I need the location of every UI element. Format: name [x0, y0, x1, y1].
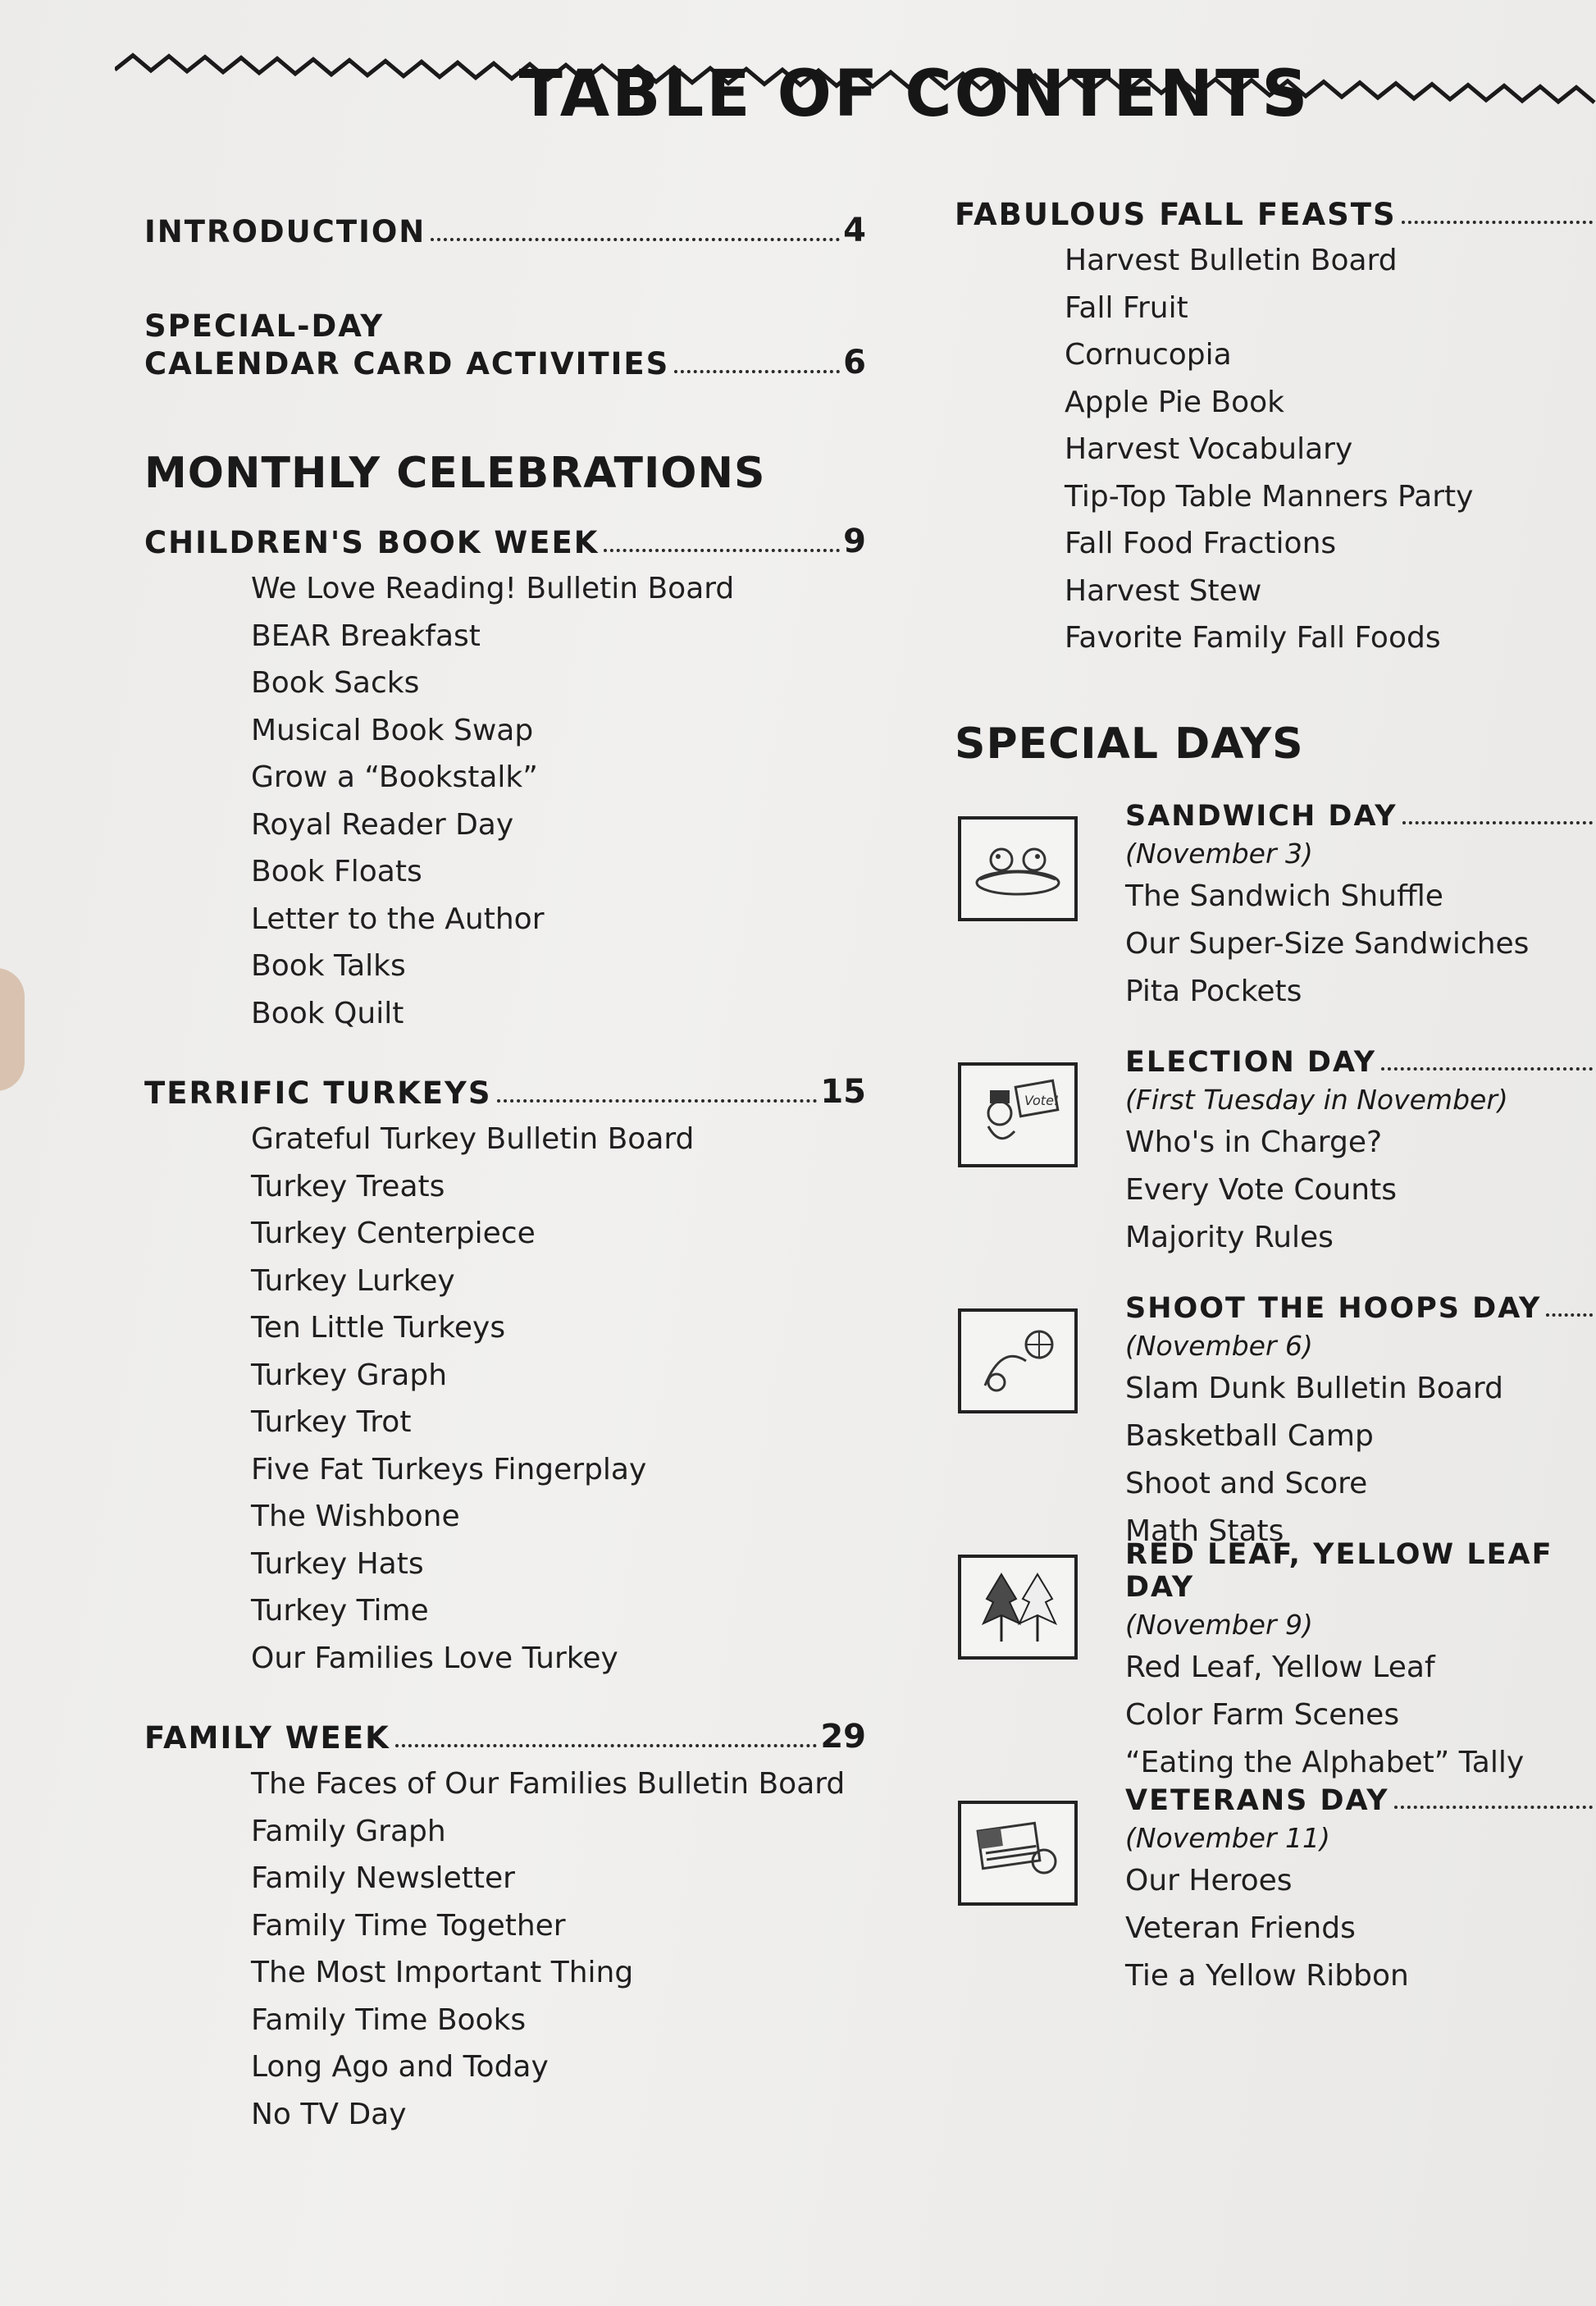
list-item[interactable]: Family Time Together [251, 1908, 566, 1943]
list-item[interactable]: Pita Pockets [1125, 974, 1302, 1008]
toc-entry-children-s-book-week[interactable] [144, 523, 866, 560]
toc-group-family-week [144, 1718, 866, 2138]
dot-leader [1546, 1313, 1593, 1317]
left-column [144, 212, 866, 2174]
list-item[interactable]: Family Time Books [251, 2002, 527, 2037]
list-item[interactable]: Turkey Centerpiece [251, 1217, 536, 1250]
dot-leader [1402, 221, 1593, 224]
list-item[interactable]: Majority Rules [1125, 1220, 1334, 1254]
entry-title: FABULOUS FALL FEASTS [955, 197, 1397, 232]
day-date: (November 6) [1125, 1329, 1313, 1362]
dot-leader [1381, 1067, 1593, 1071]
entry-title: FAMILY WEEK [144, 1720, 390, 1756]
list-item[interactable]: Turkey Hats [251, 1546, 424, 1581]
list-item[interactable]: Family Graph [251, 1814, 446, 1848]
toc-entry-family-week[interactable] [144, 1718, 866, 1756]
list-item[interactable]: We Love Reading! Bulletin Board [251, 572, 735, 605]
dot-leader [497, 1099, 818, 1103]
list-item[interactable]: Favorite Family Fall Foods [1065, 621, 1441, 655]
toc-entry-fall-feasts[interactable] [955, 197, 1596, 232]
list-item[interactable]: Musical Book Swap [251, 713, 534, 747]
list-item[interactable]: The Sandwich Shuffle [1125, 879, 1443, 913]
list-item[interactable]: Tip-Top Table Manners Party [1065, 479, 1474, 514]
item-list [1125, 1644, 1596, 1787]
list-item[interactable]: Fall Fruit [1065, 290, 1188, 325]
list-item[interactable]: Harvest Vocabulary [1065, 432, 1353, 466]
special-day-veterans-day [955, 1784, 1596, 2030]
list-item[interactable]: The Most Important Thing [251, 1956, 634, 1989]
list-item[interactable]: Book Talks [251, 949, 406, 983]
item-list [144, 565, 866, 1037]
list-item[interactable]: Turkey Time [251, 1594, 429, 1628]
toc-group-terrific-turkeys [144, 1073, 866, 1682]
entry-title-line1: SPECIAL-DAY [144, 308, 385, 344]
list-item[interactable]: Royal Reader Day [251, 807, 514, 842]
special-day-election-day [955, 1046, 1596, 1292]
toc-entry-shoot-the-hoops-day[interactable] [1125, 1292, 1596, 1325]
toc-group-children-s-book-week [144, 523, 866, 1037]
leaves-picture-icon [958, 1555, 1078, 1660]
dot-leader [1394, 1806, 1593, 1809]
special-day-sandwich-day [955, 800, 1596, 1046]
svg-text:Vote!: Vote! [1024, 1092, 1060, 1108]
list-item[interactable]: Five Fat Turkeys Fingerplay [251, 1452, 647, 1486]
entry-title: VETERANS DAY [1125, 1783, 1389, 1817]
list-item[interactable]: “Eating the Alphabet” Tally [1125, 1745, 1525, 1779]
page-number: 6 [843, 344, 866, 381]
toc-entry-election-day[interactable] [1125, 1046, 1596, 1079]
list-item[interactable]: Cornucopia [1065, 338, 1232, 372]
right-column [955, 197, 1596, 2030]
dot-leader [604, 549, 840, 552]
item-list [1125, 1857, 1596, 2000]
section-heading-special-days: SPECIAL DAYS [955, 719, 1304, 769]
list-item[interactable]: Fall Food Fractions [1065, 527, 1337, 560]
list-item[interactable]: Grateful Turkey Bulletin Board [251, 1122, 695, 1156]
toc-entry-terrific-turkeys[interactable] [144, 1073, 866, 1111]
toc-entry-veterans-day[interactable] [1125, 1784, 1596, 1817]
special-day-shoot-the-hoops-day [955, 1291, 1596, 1548]
toc-group-fall-feasts [955, 197, 1596, 662]
list-item[interactable]: Book Sacks [251, 666, 420, 700]
list-item[interactable]: Turkey Trot [251, 1405, 412, 1439]
day-date: (First Tuesday in November) [1125, 1083, 1508, 1116]
list-item[interactable]: Our Heroes [1125, 1863, 1293, 1897]
page-title: TABLE OF CONTENTS [518, 57, 1311, 131]
page-number: 29 [820, 1718, 866, 1756]
page-number: 4 [843, 212, 866, 249]
list-item[interactable]: Every Vote Counts [1125, 1172, 1397, 1207]
dot-leader [674, 370, 840, 373]
list-item[interactable]: Harvest Bulletin Board [1065, 244, 1398, 277]
list-item[interactable]: Color Farm Scenes [1125, 1697, 1400, 1732]
item-list [1125, 873, 1596, 1016]
flag-picture-icon [958, 1801, 1078, 1906]
item-list [144, 1760, 866, 2138]
thumb [0, 968, 25, 1091]
basketball-picture-icon [958, 1308, 1078, 1413]
list-item[interactable]: Family Newsletter [251, 1861, 515, 1895]
list-item[interactable]: Long Ago and Today [251, 2050, 549, 2084]
list-item[interactable]: Ten Little Turkeys [251, 1311, 506, 1345]
dot-leader [1402, 821, 1593, 824]
list-item[interactable]: Slam Dunk Bulletin Board [1125, 1371, 1503, 1405]
list-item[interactable]: Letter to the Author [251, 902, 545, 936]
list-item[interactable]: Turkey Lurkey [251, 1263, 455, 1298]
entry-title: INTRODUCTION [144, 214, 426, 249]
day-date: (November 3) [1125, 837, 1313, 870]
day-date: (November 11) [1125, 1821, 1330, 1854]
dot-leader [395, 1744, 818, 1747]
list-item[interactable]: Red Leaf, Yellow Leaf [1125, 1650, 1435, 1684]
item-list [144, 1116, 866, 1682]
list-item[interactable]: Apple Pie Book [1065, 385, 1285, 419]
list-item[interactable]: Book Floats [251, 855, 422, 888]
list-item[interactable]: The Wishbone [251, 1500, 460, 1533]
page-number: 9 [843, 523, 866, 560]
toc-entry-introduction[interactable] [144, 212, 866, 249]
list-item[interactable]: Turkey Treats [251, 1169, 445, 1203]
list-item[interactable]: Math Stats [1125, 1514, 1284, 1548]
item-list [955, 237, 1596, 662]
list-item[interactable]: Harvest Stew [1065, 573, 1262, 608]
entry-title: SANDWICH DAY [1125, 799, 1398, 833]
list-item[interactable]: Turkey Graph [251, 1358, 448, 1392]
entry-title: CHILDREN'S BOOK WEEK [144, 525, 600, 560]
dot-leader [431, 238, 840, 241]
special-day-red-leaf-yellow-leaf-day [955, 1538, 1596, 1784]
vote-picture-icon [958, 1062, 1078, 1167]
toc-entry-sandwich-day[interactable] [1125, 800, 1596, 833]
item-list [1125, 1119, 1596, 1262]
list-item[interactable]: Our Super-Size Sandwiches [1125, 926, 1530, 961]
toc-entry-calendar-cards[interactable] [144, 308, 866, 381]
entry-title: SHOOT THE HOOPS DAY [1125, 1291, 1542, 1325]
entry-title: ELECTION DAY [1125, 1045, 1377, 1079]
day-date: (November 9) [1125, 1608, 1313, 1641]
list-item[interactable]: Basketball Camp [1125, 1418, 1374, 1453]
list-item[interactable]: No TV Day [251, 2097, 407, 2131]
list-item[interactable]: The Faces of Our Families Bulletin Board [251, 1767, 846, 1801]
entry-title: TERRIFIC TURKEYS [144, 1075, 492, 1111]
toc-entry-red-leaf-yellow-leaf-day[interactable] [1125, 1538, 1596, 1604]
list-item[interactable]: Book Quilt [251, 996, 404, 1030]
item-list [1125, 1365, 1596, 1555]
entry-title-line2: CALENDAR CARD ACTIVITIES [144, 346, 670, 381]
list-item[interactable]: Who's in Charge? [1125, 1125, 1383, 1159]
page-number: 15 [820, 1073, 866, 1111]
sandwich-picture-icon [958, 816, 1078, 921]
list-item[interactable]: BEAR Breakfast [251, 619, 481, 653]
list-item[interactable]: Veteran Friends [1125, 1911, 1356, 1945]
list-item[interactable]: Grow a “Bookstalk” [251, 760, 538, 794]
section-heading-monthly: MONTHLY CELEBRATIONS [144, 449, 766, 498]
list-item[interactable]: Shoot and Score [1125, 1466, 1368, 1500]
entry-title: RED LEAF, YELLOW LEAF DAY [1125, 1537, 1553, 1604]
list-item[interactable]: Tie a Yellow Ribbon [1125, 1958, 1409, 1993]
list-item[interactable]: Our Families Love Turkey [251, 1641, 618, 1675]
